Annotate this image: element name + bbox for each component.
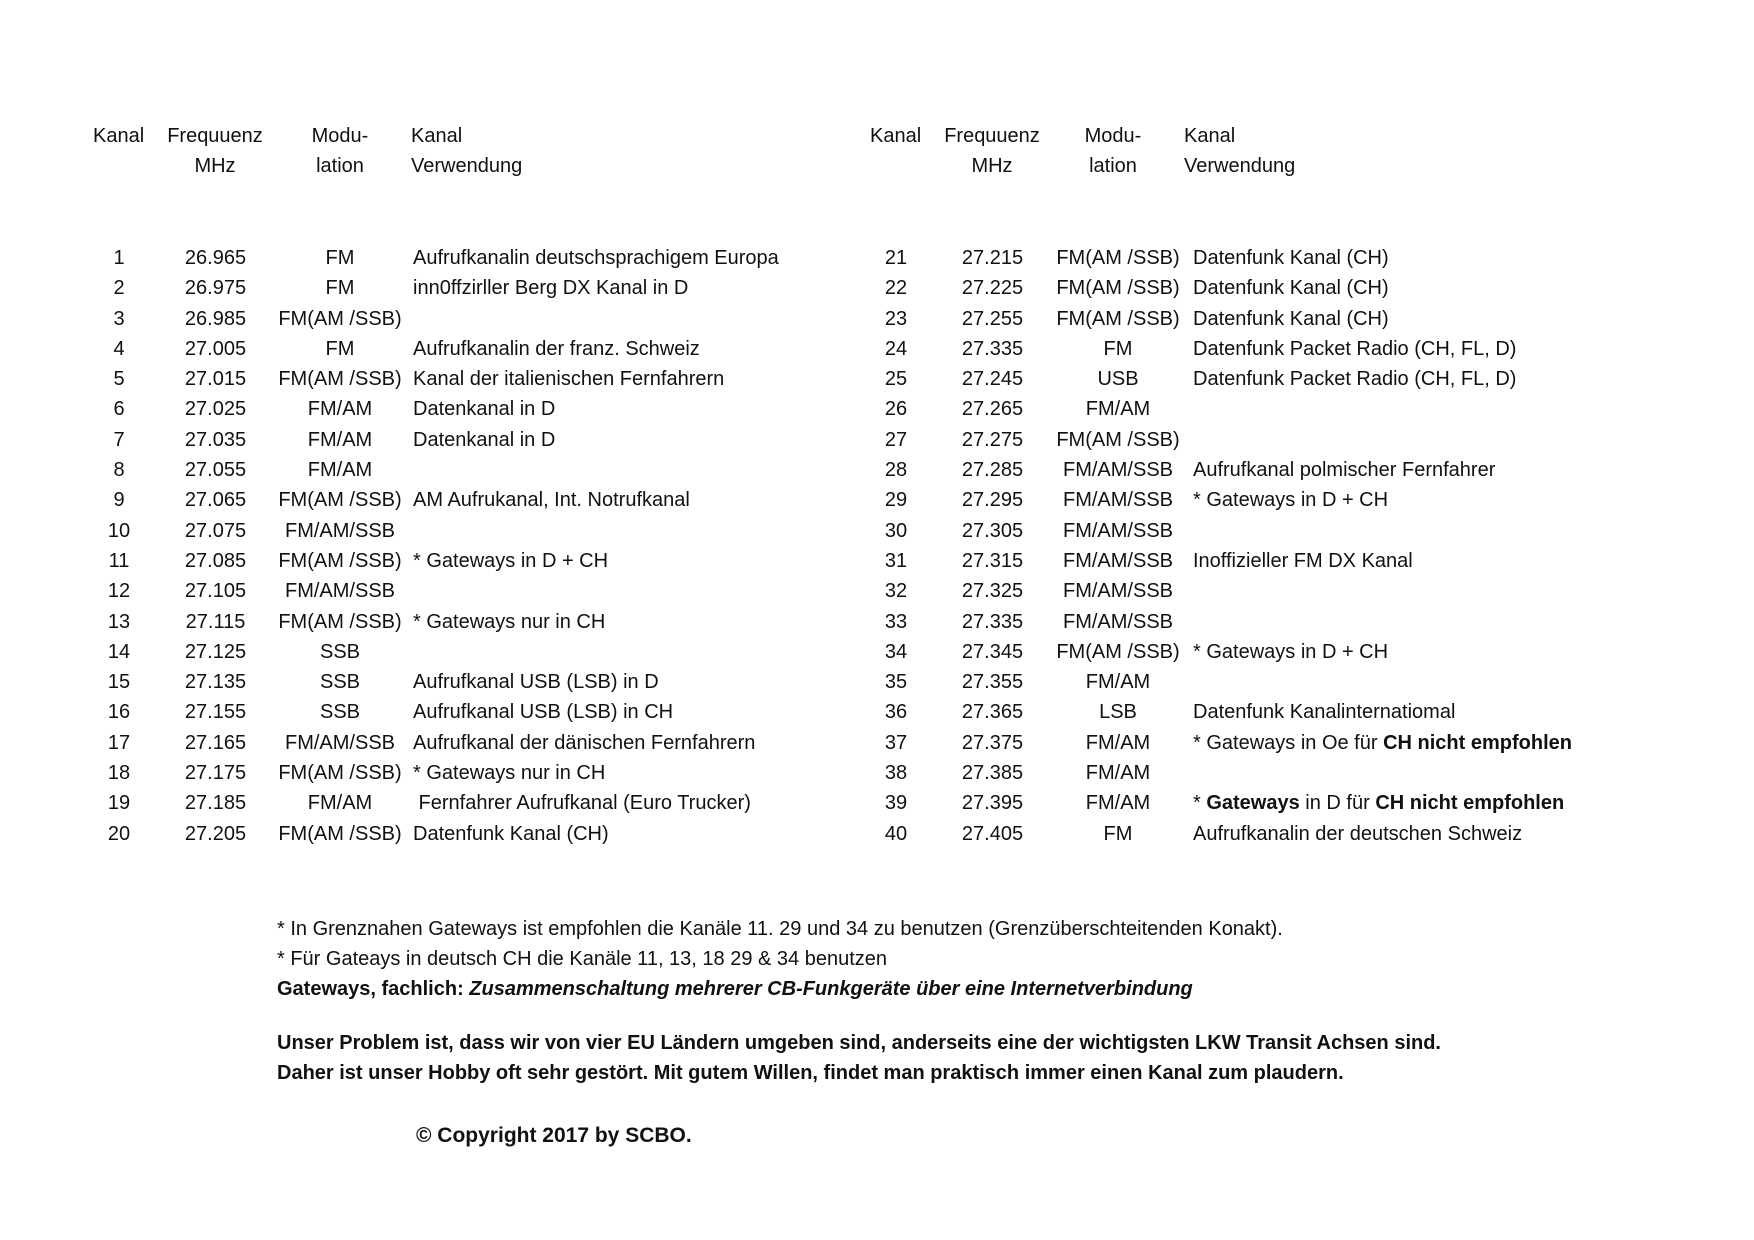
modulation-value: FM/AM	[1085, 731, 1151, 754]
table-row	[860, 394, 1754, 424]
channel-number: 31	[884, 549, 908, 572]
channel-number: 23	[884, 307, 908, 330]
modulation-value: FM(AM /SSB)	[1056, 640, 1180, 663]
table-row	[0, 607, 860, 637]
usage-description: * Gateways in D + CH	[1193, 640, 1389, 663]
frequency-value: 27.285	[961, 459, 1024, 482]
usage-description: Datenfunk Kanal (CH)	[1193, 277, 1389, 300]
modulation-value: SSB	[319, 671, 361, 694]
channel-number: 7	[113, 428, 125, 451]
channel-number: 3	[113, 307, 125, 330]
modulation-value: FM(AM /SSB)	[1056, 247, 1180, 269]
channel-number: 1	[113, 247, 125, 269]
modulation-value: FM/AM/SSB	[1062, 549, 1173, 572]
usage-description: Aufrufkanalin deutschsprachigem Europa	[413, 247, 779, 269]
usage-description: Datenkanal in D	[413, 398, 556, 421]
table-row	[0, 485, 860, 515]
table-row	[860, 516, 1754, 546]
modulation-value: FM	[1103, 822, 1133, 845]
table-row	[0, 728, 860, 758]
frequency-value: 27.225	[961, 277, 1024, 300]
channel-number: 40	[884, 822, 908, 845]
table-row	[860, 697, 1754, 727]
usage-description: * Gateways nur in CH	[413, 610, 606, 633]
table-row	[0, 546, 860, 576]
modulation-value: USB	[1097, 368, 1139, 391]
usage-description: Aufrufkanal USB (LSB) in CH	[413, 701, 674, 724]
table-row	[860, 243, 1754, 273]
usage-description: Datenfunk Packet Radio (CH, FL, D)	[1193, 368, 1517, 391]
frequency-value: 27.295	[961, 489, 1024, 512]
frequency-value: 27.085	[184, 549, 247, 572]
right-header-frequenz: Frequuenz MHz	[944, 125, 1040, 177]
channel-number: 35	[884, 671, 908, 694]
channel-number: 4	[113, 337, 125, 360]
usage-description	[1193, 728, 1572, 758]
modulation-value: FM/AM/SSB	[1062, 610, 1173, 633]
modulation-value: FM/AM	[307, 398, 373, 421]
channel-number: 8	[113, 459, 125, 482]
frequency-value: 27.005	[184, 337, 247, 360]
table-row	[860, 607, 1754, 637]
frequency-value: 27.035	[184, 428, 247, 451]
modulation-value: FM	[325, 277, 355, 300]
channel-number: 37	[884, 731, 908, 754]
table-row	[860, 425, 1754, 455]
channel-number: 33	[884, 610, 908, 633]
usage-description: Datenfunk Kanalinternatiomal	[1193, 701, 1456, 724]
frequency-value: 27.315	[961, 549, 1024, 572]
table-row	[860, 364, 1754, 394]
modulation-value: FM/AM	[307, 792, 373, 815]
channel-number: 5	[113, 368, 125, 391]
frequency-value: 27.355	[961, 671, 1024, 694]
channel-number: 16	[107, 701, 131, 724]
frequency-value: 27.405	[961, 822, 1024, 845]
modulation-value: FM/AM	[307, 428, 373, 451]
usage-segment: *	[1193, 792, 1207, 815]
modulation-value: FM/AM/SSB	[284, 519, 395, 542]
channel-number: 17	[107, 731, 131, 754]
left-header-kanal: Kanal	[93, 125, 145, 147]
modulation-value: FM	[325, 247, 355, 269]
usage-description: Aufrufkanal USB (LSB) in D	[413, 671, 659, 694]
left-header-frequenz: Frequuenz MHz	[167, 125, 263, 177]
modulation-value: FM(AM /SSB)	[278, 549, 402, 572]
right-header-modulation: Modu- lation	[1084, 125, 1142, 177]
table-row	[0, 273, 860, 303]
frequency-value: 27.105	[184, 580, 247, 603]
table-row	[860, 758, 1754, 788]
channel-number: 19	[107, 792, 131, 815]
channel-number: 34	[884, 640, 908, 663]
modulation-value: FM(AM /SSB)	[1056, 307, 1180, 330]
usage-description: * Gateways nur in CH	[413, 762, 606, 785]
usage-segment: CH nicht empfohlen	[1383, 731, 1572, 754]
frequency-value: 27.395	[961, 792, 1024, 815]
modulation-value: FM/AM	[1085, 671, 1151, 694]
usage-description: * Gateways in D + CH	[1193, 489, 1389, 512]
frequency-value: 26.975	[184, 277, 247, 300]
note-border-gateways: * In Grenznahen Gateways ist empfohlen die Kanäle 11. 29 und 34 zu benutzen (Grenzüberschteitenden Konakt).	[277, 918, 1283, 940]
channel-number: 38	[884, 762, 908, 785]
modulation-value: FM/AM/SSB	[1062, 459, 1173, 482]
frequency-value: 27.385	[961, 762, 1024, 785]
table-row	[0, 334, 860, 364]
note-gateway-definition	[277, 974, 1441, 1004]
gateway-definition-text: Zusammenschaltung mehrerer CB-Funkgeräte über eine Internetverbindung	[469, 978, 1193, 1000]
usage-description: Datenfunk Kanal (CH)	[413, 822, 609, 845]
channel-number: 20	[107, 822, 131, 845]
frequency-value: 27.165	[184, 731, 247, 754]
table-row	[860, 819, 1754, 849]
note-hobby: Daher ist unser Hobby oft sehr gestört. Mit gutem Willen, findet man praktisch immer einen Kanal zum plaudern.	[277, 1062, 1344, 1084]
channel-number: 13	[107, 610, 131, 633]
frequency-value: 27.205	[184, 822, 247, 845]
frequency-value: 26.965	[184, 247, 247, 269]
frequency-value: 27.245	[961, 368, 1024, 391]
frequency-value: 27.215	[961, 247, 1024, 269]
modulation-value: FM/AM/SSB	[284, 731, 395, 754]
modulation-value: FM	[325, 337, 355, 360]
frequency-value: 27.055	[184, 459, 247, 482]
channel-number: 36	[884, 701, 908, 724]
notes-block	[277, 914, 1441, 1088]
modulation-value: FM/AM/SSB	[284, 580, 395, 603]
frequency-value: 27.305	[961, 519, 1024, 542]
channel-number: 24	[884, 337, 908, 360]
table-row	[0, 243, 860, 273]
channel-number: 21	[884, 247, 908, 269]
table-row	[860, 485, 1754, 515]
usage-segment: CH nicht empfohlen	[1375, 792, 1565, 815]
table-row	[860, 273, 1754, 303]
channel-number: 11	[108, 549, 130, 572]
frequency-value: 27.375	[961, 731, 1024, 754]
usage-description: Aufrufkanal polmischer Fernfahrer	[1193, 459, 1496, 482]
right-channel-table	[860, 243, 1754, 849]
table-row	[0, 637, 860, 667]
usage-description: Datenfunk Kanal (CH)	[1193, 307, 1389, 330]
frequency-value: 27.365	[961, 701, 1024, 724]
copyright-notice: © Copyright 2017 by SCBO.	[416, 1124, 692, 1147]
channel-number: 6	[113, 398, 125, 421]
modulation-value: FM/AM/SSB	[1062, 580, 1173, 603]
modulation-value: FM/AM	[1085, 792, 1151, 815]
table-row	[0, 819, 860, 849]
usage-description: Kanal der italienischen Fernfahrern	[413, 368, 725, 391]
channel-number: 15	[107, 671, 131, 694]
usage-description: * Gateways in D + CH	[413, 549, 609, 572]
table-row	[860, 788, 1754, 818]
table-row	[0, 788, 860, 818]
frequency-value: 27.075	[184, 519, 247, 542]
table-row	[0, 667, 860, 697]
table-row	[0, 758, 860, 788]
modulation-value: FM/AM/SSB	[1062, 489, 1173, 512]
usage-description: Aufrufkanalin der franz. Schweiz	[413, 337, 700, 360]
modulation-value: FM(AM /SSB)	[1056, 428, 1180, 451]
table-row	[860, 637, 1754, 667]
table-row	[0, 425, 860, 455]
channel-number: 29	[884, 489, 908, 512]
gateway-definition-label: Gateways, fachlich:	[277, 978, 470, 1000]
table-row	[860, 667, 1754, 697]
usage-description: Inoffizieller FM DX Kanal	[1193, 549, 1413, 572]
channel-number: 12	[107, 580, 131, 603]
table-row	[860, 576, 1754, 606]
channel-number: 32	[884, 580, 908, 603]
modulation-value: LSB	[1099, 701, 1137, 724]
frequency-value: 27.065	[184, 489, 247, 512]
modulation-value: FM/AM	[1085, 762, 1151, 785]
frequency-value: 27.265	[961, 398, 1024, 421]
frequency-value: 27.015	[184, 368, 247, 391]
frequency-value: 27.185	[184, 792, 247, 815]
left-header-modulation: Modu- lation	[311, 125, 369, 177]
frequency-value: 27.325	[961, 580, 1024, 603]
modulation-value: FM(AM /SSB)	[278, 489, 402, 512]
frequency-value: 27.275	[961, 428, 1024, 451]
channel-number: 14	[107, 640, 131, 663]
modulation-value: FM/AM	[1085, 398, 1151, 421]
usage-description: inn0ffzirller Berg DX Kanal in D	[413, 277, 689, 300]
modulation-value: FM/AM	[307, 459, 373, 482]
modulation-value: FM/AM/SSB	[1062, 519, 1173, 542]
modulation-value: FM	[1103, 337, 1133, 360]
table-row	[0, 394, 860, 424]
table-row	[0, 576, 860, 606]
right-header-verwendung: Kanal Verwendung	[1184, 125, 1296, 177]
frequency-value: 27.255	[961, 307, 1024, 330]
frequency-value: 27.025	[184, 398, 247, 421]
modulation-value: FM(AM /SSB)	[278, 368, 402, 391]
usage-segment: in D für	[1299, 792, 1376, 815]
table-row	[0, 364, 860, 394]
channel-number: 39	[884, 792, 908, 815]
usage-description: Datenfunk Kanal (CH)	[1193, 247, 1389, 269]
channel-number: 28	[884, 459, 908, 482]
frequency-value: 27.135	[184, 671, 247, 694]
table-row	[0, 304, 860, 334]
note-problem: Unser Problem ist, dass wir von vier EU Ländern umgeben sind, anderseits eine der wichtigsten LKW Transit Achsen sind.	[277, 1032, 1441, 1054]
channel-number: 30	[884, 519, 908, 542]
table-row	[860, 334, 1754, 364]
modulation-value: FM(AM /SSB)	[278, 307, 402, 330]
modulation-value: SSB	[319, 701, 361, 724]
channel-number: 9	[113, 489, 125, 512]
usage-description	[1193, 788, 1564, 818]
modulation-value: FM(AM /SSB)	[278, 822, 402, 845]
channel-number: 2	[113, 277, 125, 300]
usage-description: Aufrufkanal der dänischen Fernfahrern	[413, 731, 756, 754]
frequency-value: 26.985	[184, 307, 247, 330]
frequency-value: 27.155	[184, 701, 247, 724]
right-header-kanal: Kanal	[870, 125, 922, 147]
channel-number: 26	[884, 398, 908, 421]
left-header-verwendung: Kanal Verwendung	[411, 125, 523, 177]
modulation-value: FM(AM /SSB)	[1056, 277, 1180, 300]
left-channel-table	[0, 243, 860, 849]
usage-description: Aufrufkanalin der deutschen Schweiz	[1193, 822, 1523, 845]
table-row	[0, 697, 860, 727]
frequency-value: 27.115	[185, 610, 246, 633]
modulation-value: SSB	[319, 640, 361, 663]
channel-number: 27	[884, 428, 908, 451]
channel-number: 10	[107, 519, 131, 542]
table-row	[860, 728, 1754, 758]
channel-number: 25	[884, 368, 908, 391]
notes-spacer	[277, 1004, 1441, 1028]
table-row	[860, 546, 1754, 576]
usage-description: Datenkanal in D	[413, 428, 556, 451]
frequency-value: 27.335	[961, 610, 1024, 633]
channel-number: 18	[107, 762, 131, 785]
usage-description: Datenfunk Packet Radio (CH, FL, D)	[1193, 337, 1517, 360]
frequency-value: 27.345	[961, 640, 1024, 663]
table-row	[860, 455, 1754, 485]
usage-segment: * Gateways in Oe für	[1193, 731, 1384, 754]
table-row	[860, 304, 1754, 334]
usage-description: Fernfahrer Aufrufkanal (Euro Trucker)	[413, 792, 751, 815]
modulation-value: FM(AM /SSB)	[278, 610, 402, 633]
channel-number: 22	[884, 277, 908, 300]
table-row	[0, 455, 860, 485]
frequency-value: 27.175	[184, 762, 247, 785]
usage-description: AM Aufrukanal, Int. Notrufkanal	[413, 489, 690, 512]
table-row	[0, 516, 860, 546]
modulation-value: FM(AM /SSB)	[278, 762, 402, 785]
frequency-value: 27.335	[961, 337, 1024, 360]
note-german-ch-gateways: * Für Gateays in deutsch CH die Kanäle 11, 13, 18 29 & 34 benutzen	[277, 948, 888, 970]
usage-segment: Gateways	[1206, 792, 1300, 815]
frequency-value: 27.125	[184, 640, 247, 663]
